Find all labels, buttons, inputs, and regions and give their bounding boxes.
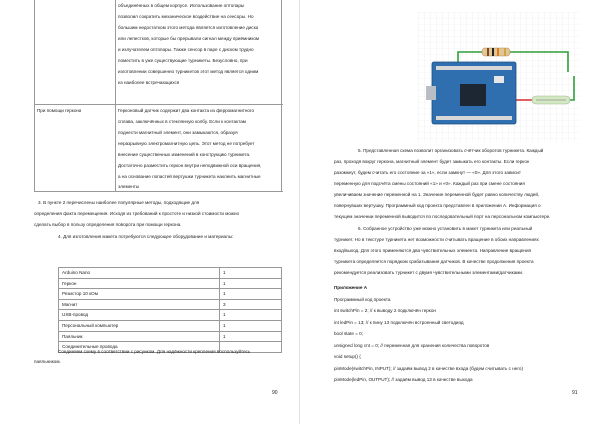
code-line: void setup() {: [334, 354, 361, 359]
table-row-divider: [35, 104, 283, 105]
table-column-divider: [115, 0, 116, 192]
table-cell-line: из наиболее встречающихся: [118, 80, 180, 85]
table-row-divider: [35, 191, 283, 192]
table-cell-line: или лепестков, которые бы прерывали сигнал между приёмником: [118, 36, 260, 41]
resistor-icon: [482, 48, 510, 56]
paragraph-line: 4. Для изготовления макета потребуются следующее оборудование и материалы:: [58, 234, 234, 239]
appendix-title: Приложение А: [334, 285, 368, 290]
circuit-diagram: [418, 12, 580, 142]
paragraph-line: турникет. Но в текстуре турникета нет возможности считывать вращение в обоих направлениях: [334, 237, 539, 242]
table-cell-line: большим недостатком этого метода является изготовление диска: [118, 25, 259, 30]
table-cell-line: объединённых в общем корпусе. Использование оптопары: [118, 3, 245, 8]
reed-switch-icon: [532, 96, 570, 104]
paragraph-line: разомкнут, будем считать его состояние за «1», если замкнут — «0». Для этого зависит: [334, 170, 521, 175]
paragraph-line: вход/выход. Для этого применяются два чувствительных элемента. Направление вращения: [334, 248, 531, 253]
paragraph-line: 3. В пункте 2 перечислены наиболее популярные методы, подходящие для: [38, 200, 200, 205]
paragraph-line: рекомендуется реализовать турникет с двумя чувствительными элементами/датчиками.: [334, 270, 524, 275]
paragraph-line: увеличиваем значение переменной на 1. Значение переменной будет равно количеству людей,: [334, 192, 540, 197]
paragraph-line: 5. Представленная схема позволит организовать счётчик оборотов турникета. Каждый: [358, 148, 544, 153]
table-cell-line: поднести магнитный элемент, они замыкаются, образуя: [118, 130, 238, 135]
table-row: Магнит 3: [59, 300, 281, 311]
code-line: int ledPin = 13; // к пину 13 подключён встроенный светодиод: [334, 320, 464, 325]
paragraph-line: турникета определяется порядком срабатывания датчиков. В качестве продолжения проекта: [334, 259, 534, 264]
table-row: USB-провод 1: [59, 310, 281, 321]
table-row: Arduino Nano 1: [59, 268, 281, 279]
table-cell-line: элементы: [118, 184, 140, 189]
code-line: pinMode(switchPin, INPUT); // задаём вывод 2 в качестве входа (будем считывать с него): [334, 366, 523, 371]
code-line: pinMode(ledPin, OUTPUT); // задаём вывод 13 в качестве выхода: [334, 377, 473, 382]
table-row: Паяльник 1: [59, 332, 281, 343]
parts-table: [58, 267, 282, 353]
table-cell-line: Достаточно разместить геркон внутри неподвижной оси вращения,: [118, 163, 262, 168]
paragraph-line: 6. Собранное устройство уже можно установить в макет турникета или реальный: [358, 226, 533, 231]
table-cell-line: внесение существенных изменений в конструкцию турникета.: [118, 152, 251, 157]
table-cell-line: изготовлении совершенно турникетов этот метод является одним: [118, 69, 259, 74]
table-cell-line: и излучателем оптопары. Также сенсор в паре с диском трудно: [118, 47, 254, 52]
paragraph-line: Соединяем схему в соответствии с рисунком. Для надёжности крепления воспользуйтесь: [58, 349, 251, 354]
table-row-header: При помощи геркона: [37, 108, 82, 113]
code-line: unsigned long cnt = 0; // переменная для хранения количества поворотов: [334, 343, 490, 348]
table-cell-line: сплава, заключённых в стеклянную колбу. Если к контактам: [118, 119, 246, 124]
table-cell-line: Герконовый датчик содержит два контакта из ферромагнитного: [118, 108, 255, 113]
table-cell-line: поместить в уже существующие турникеты. Безусловно, при: [118, 58, 248, 63]
table-cell-line: позволил сократить механическое воздействие на сенсоры. Но: [118, 14, 254, 19]
paragraph-line: повернувших вертушку. Программный код проекта представлен в приложении А. Информация о: [334, 203, 541, 208]
table-cell-line: неразрывную электромагнитную цепь. Этот метод не потребует: [118, 141, 255, 146]
code-line: int switchPin = 2; // к выводу 2 подключён геркон: [334, 308, 436, 313]
paragraph-line: паяльником.: [34, 359, 61, 364]
table-row: Соединительные провода: [59, 342, 281, 353]
right-page: [300, 0, 600, 424]
paragraph-line: текущем значении переменной выводится по последовательный порт на персональном компьютере.: [334, 214, 551, 219]
table-cell-line: а на основание лопастей вертушки турникета наклеить магнитные: [118, 174, 261, 179]
paragraph-line: переменную для подсчёта смены состояний «1» и «0». Каждый раз при смене состояния: [334, 181, 525, 186]
paragraph-line: определения факта перемещения. Исходя из требований к простоте и низкой стоимости можно: [34, 211, 240, 216]
code-caption: Программный код проекта: [334, 297, 391, 302]
paragraph-line: сделать выбор в пользу определения поворота при помощи геркона.: [34, 222, 182, 227]
paragraph-line: раз, проходя вокруг геркона, магнитный элемент будет замыкать его контакты. Если геркон: [334, 159, 530, 164]
table-row: Резистор 10 кОм 1: [59, 289, 281, 300]
table-row: Персональный компьютер 1: [59, 321, 281, 332]
arduino-nano-board-icon: [426, 62, 516, 124]
table-row: Геркон 1: [59, 279, 281, 290]
page-number: 91: [572, 390, 578, 396]
page-number: 90: [272, 390, 278, 396]
code-line: bool state = 0;: [334, 331, 363, 336]
